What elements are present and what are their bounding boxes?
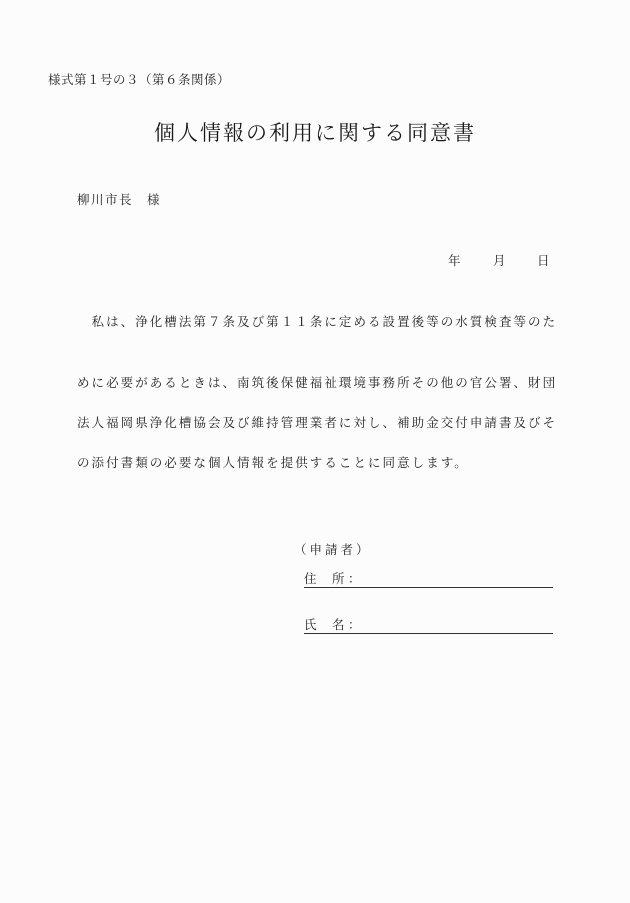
name-field[interactable] (304, 615, 553, 634)
consent-body-line: めに必要があるときは、南筑後保健福祉環境事務所その他の官公署、財団 (77, 375, 558, 390)
date-day-label: 日 (537, 253, 550, 268)
consent-body-line: の添付書類の必要な個人情報を提供することに同意します。 (77, 455, 469, 470)
name-label: 氏 名 ： (304, 617, 361, 632)
consent-body-line: 私は、浄化槽法第７条及び第１１条に定める設置後等の水質検査等のた (77, 314, 558, 329)
address-input[interactable] (361, 571, 553, 587)
addressee: 柳川市長 様 (77, 192, 162, 207)
name-input[interactable] (361, 617, 553, 633)
address-label: 住 所 ： (304, 571, 361, 586)
date-month-label: 月 (493, 253, 506, 268)
applicant-label: （申請者） (294, 542, 372, 557)
date-year-label: 年 (448, 253, 461, 268)
form-number: 様式第１号の３（第６条関係） (48, 72, 231, 87)
consent-body-line: 法人福岡県浄化槽協会及び維持管理業者に対し、補助金交付申請書及びそ (77, 415, 558, 430)
address-field[interactable] (304, 569, 553, 588)
document-title: 個人情報の利用に関する同意書 (154, 121, 476, 145)
